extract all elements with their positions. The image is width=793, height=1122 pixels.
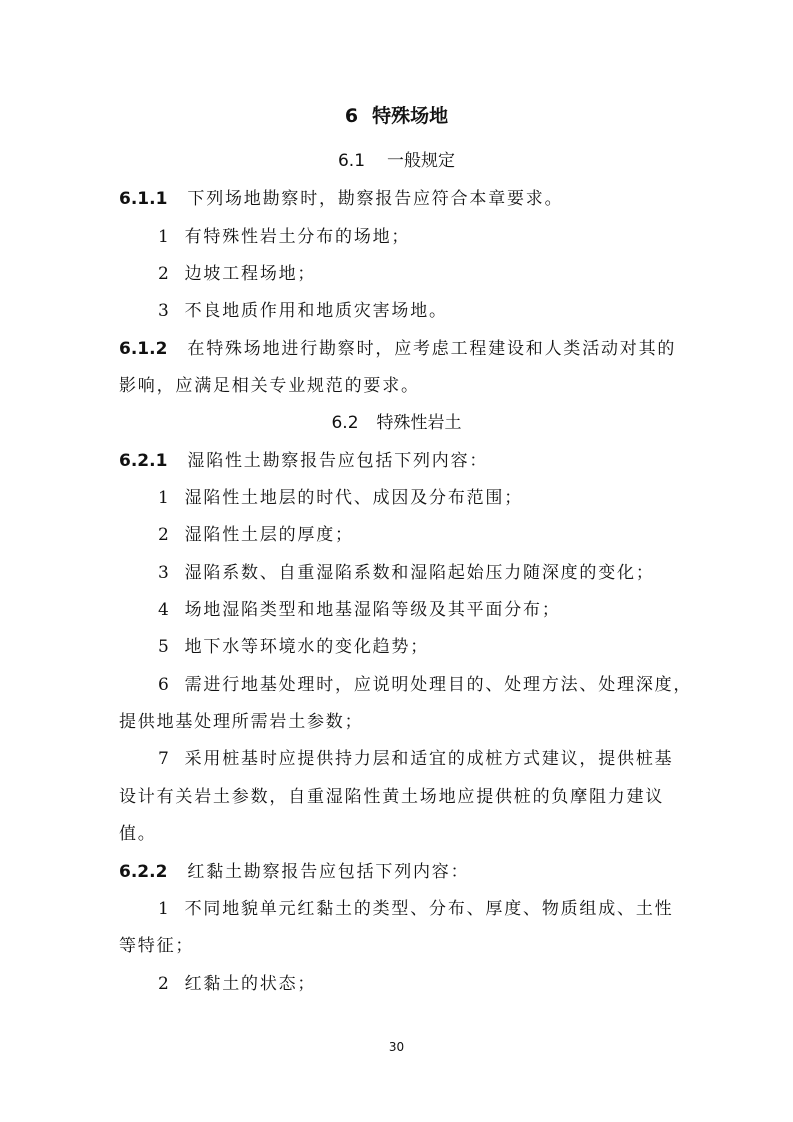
- clause-number: 6.1.2: [119, 339, 168, 359]
- list-item: [158, 747, 673, 771]
- item-text: 湿陷系数、自重湿陷系数和湿陷起始压力随深度的变化；: [184, 563, 655, 583]
- item-continuation: 等特征；: [119, 936, 195, 956]
- list-item: [158, 262, 316, 286]
- item-text: 场地湿陷类型和地基湿陷等级及其平面分布；: [184, 600, 561, 620]
- item-text: 需进行地基处理时，应说明处理目的、处理方法、处理深度，: [184, 675, 693, 695]
- list-item: [158, 897, 673, 921]
- list-item: [158, 635, 429, 659]
- list-item: [158, 299, 448, 323]
- clause-6-1-2: [119, 337, 676, 361]
- item-number: 3: [158, 563, 171, 583]
- chapter-number: 6: [344, 105, 359, 127]
- list-item: [158, 486, 523, 510]
- item-number: 3: [158, 301, 171, 321]
- section-heading-6-2: [0, 411, 793, 435]
- clause-6-2-2: [119, 860, 469, 884]
- section-heading-6-1: [0, 149, 793, 173]
- list-item: [158, 598, 561, 622]
- item-continuation: 值。: [119, 824, 157, 844]
- section-number: 6.1: [337, 151, 366, 171]
- item-text: 湿陷性土地层的时代、成因及分布范围；: [184, 488, 524, 508]
- item-continuation: 提供地基处理所需岩土参数；: [119, 712, 364, 732]
- item-continuation: 设计有关岩土参数，自重湿陷性黄土场地应提供桩的负摩阻力建议: [119, 787, 665, 807]
- item-number: 1: [158, 227, 171, 247]
- clause-text: 下列场地勘察时，勘察报告应符合本章要求。: [187, 189, 564, 209]
- item-number: 6: [158, 675, 171, 695]
- list-item: [158, 523, 354, 547]
- item-text: 红黏土的状态；: [184, 974, 317, 994]
- item-number: 7: [158, 749, 171, 769]
- section-number: 6.2: [331, 413, 359, 433]
- item-number: 1: [158, 488, 171, 508]
- list-item: [158, 225, 410, 249]
- clause-6-1-1: [119, 187, 563, 211]
- clause-number: 6.1.1: [119, 189, 168, 209]
- list-item: [158, 673, 692, 697]
- item-text: 采用桩基时应提供持力层和适宜的成桩方式建议，提供桩基: [184, 749, 674, 769]
- item-number: 4: [158, 600, 171, 620]
- item-text: 边坡工程场地；: [184, 264, 317, 284]
- list-item: [158, 972, 316, 996]
- clause-number: 6.2.2: [119, 862, 168, 882]
- clause-6-2-1: [119, 449, 488, 473]
- chapter-heading: [0, 104, 793, 128]
- list-item: [158, 561, 655, 585]
- page-number: 30: [388, 1040, 405, 1054]
- section-title: 特殊性岩土: [376, 413, 462, 433]
- clause-text: 湿陷性土勘察报告应包括下列内容：: [187, 451, 489, 471]
- item-number: 5: [158, 637, 171, 657]
- item-number: 2: [158, 525, 171, 545]
- item-text: 不良地质作用和地质灾害场地。: [184, 301, 448, 321]
- item-text: 有特殊性岩土分布的场地；: [184, 227, 411, 247]
- item-text: 不同地貌单元红黏土的类型、分布、厚度、物质组成、土性: [184, 899, 674, 919]
- clause-continuation: 影响，应满足相关专业规范的要求。: [119, 376, 420, 396]
- item-number: 1: [158, 899, 171, 919]
- item-number: 2: [158, 974, 171, 994]
- item-text: 地下水等环境水的变化趋势；: [184, 637, 430, 657]
- item-text: 湿陷性土层的厚度；: [184, 525, 354, 545]
- clause-number: 6.2.1: [119, 451, 168, 471]
- chapter-title: 特殊场地: [372, 105, 449, 127]
- clause-text: 红黏土勘察报告应包括下列内容：: [187, 862, 470, 882]
- clause-text: 在特殊场地进行勘察时，应考虑工程建设和人类活动对其的: [187, 339, 677, 359]
- section-title: 一般规定: [387, 151, 456, 171]
- item-number: 2: [158, 264, 171, 284]
